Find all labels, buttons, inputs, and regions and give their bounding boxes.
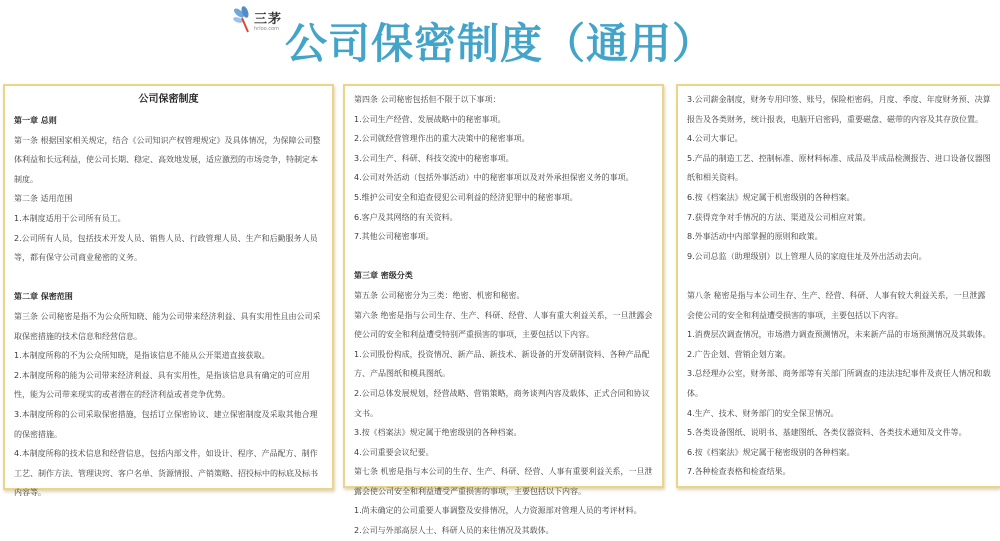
paragraph: 第四条 公司秘密包括但不限于以下事项： [354,95,501,104]
paragraph: 4.生产、技术、财务部门的安全保卫情况。 [687,408,839,418]
document-panel-1 [3,84,334,498]
paragraph: 2.公司就经营管理作出的重大决策中的秘密事项。 [354,134,530,144]
chapter-heading: 第三章 密级分类 [354,271,413,281]
paragraph: 6.按《档案法》规定属于机密级别的各种档案。 [687,192,855,202]
paragraph: 第三条 公司秘密是指不为公众所知晓、能为公司带来经济利益、具有实用性且由公司采取保密措施的技术信息和经营信息。 [14,311,321,341]
paragraph: 7.获得竞争对手情况的方法、渠道及公司相应对策。 [687,212,871,222]
paragraph: 4.公司重要会议纪要。 [354,447,434,457]
paragraph: 3.按《档案法》规定属于绝密级别的各种档案。 [354,428,522,438]
chapter-heading: 第二章 保密范围 [14,292,73,302]
blank-line [354,247,653,267]
paragraph: 5.产品的制造工艺、控制标准、原材料标准、成品及半成品检测报告、进口设备仪器图纸和相关资料。 [687,153,991,183]
paragraph: 6.按《档案法》规定属于秘密级别的各种档案。 [687,447,855,457]
paragraph: 1.消费层次调查情况，市场潜力调查预测情况，未来新产品的市场预测情况及其载体。 [687,330,991,340]
paragraph: 6.客户及其网络的有关资料。 [354,212,458,222]
chapter-heading: 第一章 总则 [14,116,57,125]
paragraph: 9.公司总监（助理级别）以上管理人员的家庭住址及外出活动去向。 [687,251,927,261]
paragraph: 2.公司总体发展规划，经营战略、营销策略，商务谈判内容及载体、正式合同和协议文书。 [354,388,650,418]
paragraph: 第五条 公司秘密分为三类：绝密、机密和秘密。 [354,290,525,300]
paragraph: 4.公司对外活动（包括外事活动）中的秘密事项以及对外承担保密义务的事项。 [354,173,634,183]
paragraph: 第一条 根据国家相关规定，结合《公司知识产权管理规定》及具体情况，为保障公司整体利益和长远利益，使公司长期、稳定、高效地发展，适应激烈的市场竞争，特制定本制度。 [14,135,321,184]
paragraph: 1.公司生产经营、发展战略中的秘密事项。 [354,114,506,124]
paragraph: 2.公司与外部高层人士、科研人员的来往情况及其载体。 [354,526,554,536]
paragraph: 4.公司大事记。 [687,134,743,144]
paragraph: 第七条 机密是指与本公司的生存、生产、科研、经营、人事有重要利益关系，一旦泄露会使公司安全和利益遭受严重损害的事项，主要包括以下内容。 [354,467,653,496]
paragraph: 3.总经理办公室，财务部、商务部等有关部门所调查的违法违纪事件及责任人情况和载体。 [687,369,991,398]
paragraph: 1.本制度适用于公司所有员工。 [14,213,126,223]
blank-line [687,266,991,286]
paragraph: 5.各类设备图纸、说明书、基建图纸、各类仪器资料、各类技术通知及文件等。 [687,428,967,438]
paragraph: 3.本制度所称的公司采取保密措施，包括订立保密协议、建立保密制度及采取其他合理的保密措施。 [14,409,318,439]
blank-line [14,268,323,288]
document-panel-3 [676,84,1000,488]
paragraph: 第六条 绝密是指与公司生存、生产、科研、经营、人事有重大利益关系，一旦泄露会使公司的安全和利益遭受特别严重损害的事项，主要包括以下内容。 [354,310,653,340]
paragraph: 7.其他公司秘密事项。 [354,232,434,242]
paragraph: 7.各种检查表格和检查结果。 [687,467,791,477]
paragraph: 3.公司生产、科研、科技交流中的秘密事项。 [354,153,514,163]
paragraph: 第八条 秘密是指与本公司生存、生产、经营、科研、人事有较大利益关系，一旦泄露会使公司的安全和利益遭受损害的事项，主要包括以下内容。 [687,290,986,320]
paragraph: 2.本制度所称的能为公司带来经济利益、具有实用性，是指该信息具有确定的可应用性，能为公司带来现实的或者潜在的经济利益或者竞争优势。 [14,370,310,400]
page-title: 公司保密制度（通用） [284,19,715,68]
paragraph: 1.公司股份构成，投资情况、新产品、新技术、新设备的开发研制资料、各种产品配方、产品图纸和模具图纸。 [354,349,650,379]
paragraph: 2.广告企划、营销企划方案。 [687,349,791,359]
paragraph: 5.维护公司安全和追查侵犯公司利益的经济犯罪中的秘密事项。 [354,192,578,202]
paragraph: 8.外事活动中内部掌握的原则和政策。 [687,232,823,242]
logo-url: hrloo.com [254,26,279,32]
document-panel-2 [343,84,664,536]
logo-name: 三茅 [254,12,283,27]
paragraph: 2.公司所有人员，包括技术开发人员、销售人员、行政管理人员、生产和后勤服务人员等，都有保守公司商业秘密的义务。 [14,233,318,263]
document-title: 公司保密制度 [138,94,199,105]
paragraph: 1.本制度所称的不为公众所知晓，是指该信息不能从公开渠道直接获取。 [14,351,270,361]
paragraph: 3.公司薪金制度，财务专用印签、账号，保险柜密码，月度、季度、年度财务预、决算报告及各类财务，统计报表，电脑开启密码，重要磁盘、磁带的内容及其存放位置。 [687,95,991,124]
paragraph: 1.尚未确定的公司重要人事调整及安排情况，人力资源部对管理人员的考评材料。 [354,506,642,516]
paragraph: 4.本制度所称的技术信息和经营信息，包括内部文件，如设计、程序、产品配方、制作工艺、制作方法、管理诀窍、客户名单、货源情报、产销策略、招投标中的标底及标书内容等。 [14,449,318,498]
paragraph: 第二条 适用范围 [14,194,73,204]
